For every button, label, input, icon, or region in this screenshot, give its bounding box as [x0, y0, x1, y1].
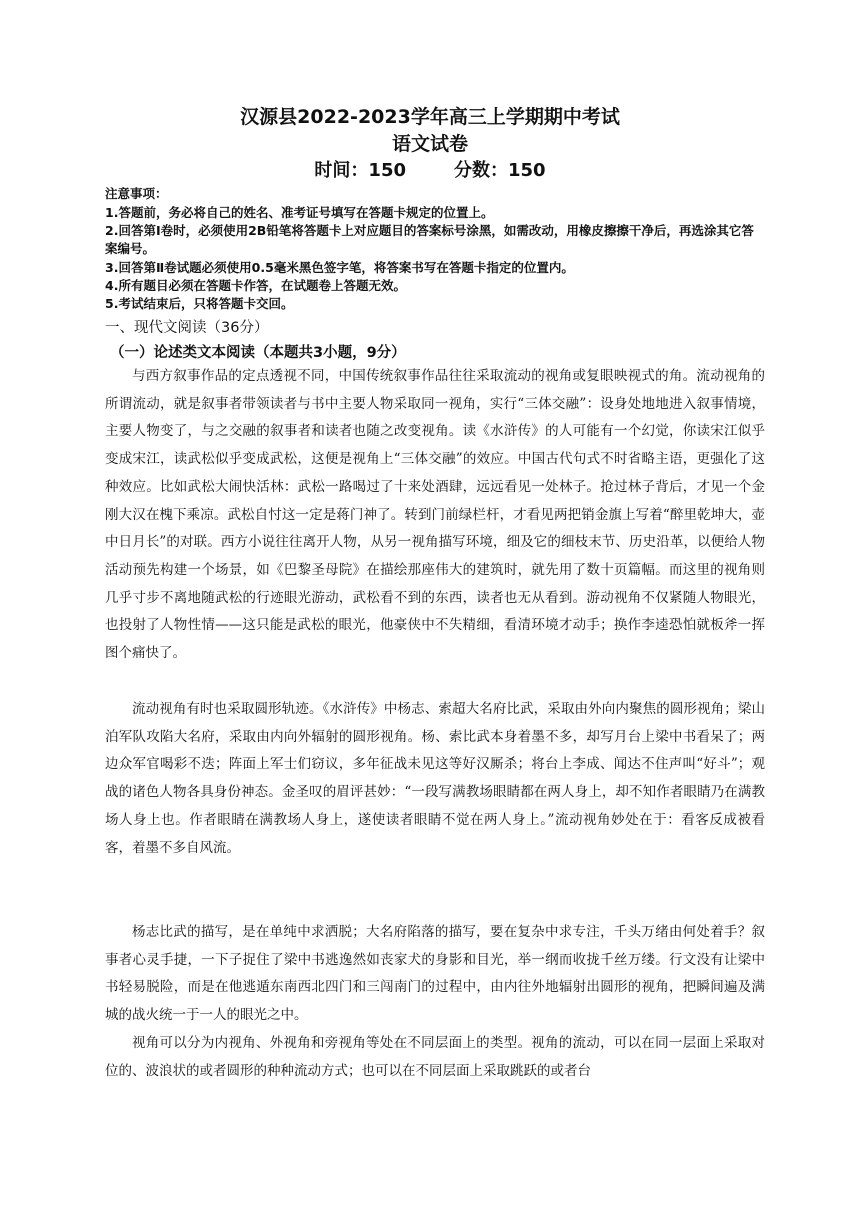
notice-item-5: 5.考试结束后，只将答题卡交回。: [105, 296, 294, 311]
notice-item-3: 3.回答第Ⅱ卷试题必须使用0.5毫米黑色签字笔，将答案书写在答题卡指定的位置内。: [105, 260, 574, 275]
notice-item-4: 4.所有题目必须在答题卡作答，在试题卷上答题无效。: [105, 278, 406, 293]
passage-paragraph-1: 与西方叙事作品的定点透视不同，中国传统叙事作品往往采取流动的视角或复眼映视式的角。流动视角的所谓流动，就是叙事者带领读者与书中主要人物采取同一视角，实行“三体交融”：设身处地地进入叙事情境，主要人物变了，与之交融的叙事者和读者也随之改变视角。读《水浒传》的人可能有一个幻觉，你读宋江似乎变成宋江，读武松似乎变成武松，这便是视角上“三体交融”的效应。中国古代句式不时省略主语，更强化了这种效应。比如武松大闹快活林：武松一路喝过了十来处酒肆，远远看见一处林子。抢过林子背后，才见一个金刚大汉在槐下乘凉。武松自忖这一定是蒋门神了。转到门前绿栏杆，才看见两把销金旗上写着“醉里乾坤大，壶中日月长”的对联。西方小说往往离开人物，从另一视角描写环境，细及它的细枝末节、历史沿革，以便给人物活动预先构建一个场景，如《巴黎圣母院》在描绘那座伟大的建筑时，就先用了数十页篇幅。而这里的视角则几乎寸步不离地随武松的行迹眼光游动，武松看不到的东西，读者也无从看到。游动视角不仅紧随人物眼光，也投射了人物性情——这只能是武松的眼光，他豪侠中不失精细，看清环境才动手；换作李逵恐怕就板斧一挥图个痛快了。: [105, 368, 765, 662]
exam-title: 汉源县2022-2023学年高三上学期期中考试: [240, 106, 620, 128]
score-label: 分数：150: [454, 160, 546, 181]
passage-paragraph-3: 杨志比武的描写，是在单纯中求洒脱；大名府陷落的描写，要在复杂中求专注，千头万绪由何处着手？叙事者心灵手捷，一下子捉住了梁中书逃逸然如丧家犬的身影和目光，举一纲而收拢千丝万缕。行文没有让梁中书轻易脱险，而是在他逃遁东南西北四门和三闯南门的过程中，由内往外地辐射出圆形的视角，把瞬间遍及满城的战火统一于一人的眼光之中。: [105, 924, 765, 1024]
passage-paragraph-4: 视角可以分为内视角、外视角和旁视角等处在不同层面上的类型。视角的流动，可以在同一层面上采取对位的、波浪状的或者圆形的种种流动方式；也可以在不同层面上采取跳跃的或者台: [105, 1035, 765, 1079]
exam-subtitle: 语文试卷: [391, 133, 468, 155]
section-heading: 一、现代文阅读（36分）: [105, 320, 269, 336]
passage-paragraph-2: 流动视角有时也采取圆形轨迹。《水浒传》中杨志、索超大名府比武，采取由外向内聚焦的圆形视角；梁山泊军队攻陷大名府，采取由内向外辐射的圆形视角。杨、索比武本身着墨不多，却写月台上梁中书看呆了；两边众军官喝彩不迭；阵面上军士们窃议，多年征战未见这等好汉厮杀；将台上李成、闻达不住声叫“好斗”；观战的诸色人物各具身份神态。金圣叹的眉评甚妙：“一段写满教场眼睛都在两人身上，却不知作者眼睛乃在满教场人身上也。作者眼睛在满教场人身上，遂使读者眼睛不觉在两人身上。”流动视角妙处在于：看客反成被看客，着墨不多自风流。: [105, 701, 765, 856]
notice-heading: 注意事项：: [105, 186, 168, 201]
notice-item-1: 1.答题前，务必将自己的姓名、准考证号填写在答题卡规定的位置上。: [105, 205, 494, 220]
exam-time-score: [0, 158, 860, 184]
subsection-heading: （一）论述类文本阅读（本题共3小题，9分）: [110, 345, 406, 361]
time-label: 时间：150: [314, 160, 406, 181]
notice-item-2: 2.回答第Ⅰ卷时，必须使用2B铅笔将答题卡上对应题目的答案标号涂黑，如需改动，用橡皮擦擦干净后，再选涂其它答案编号。: [105, 223, 754, 256]
